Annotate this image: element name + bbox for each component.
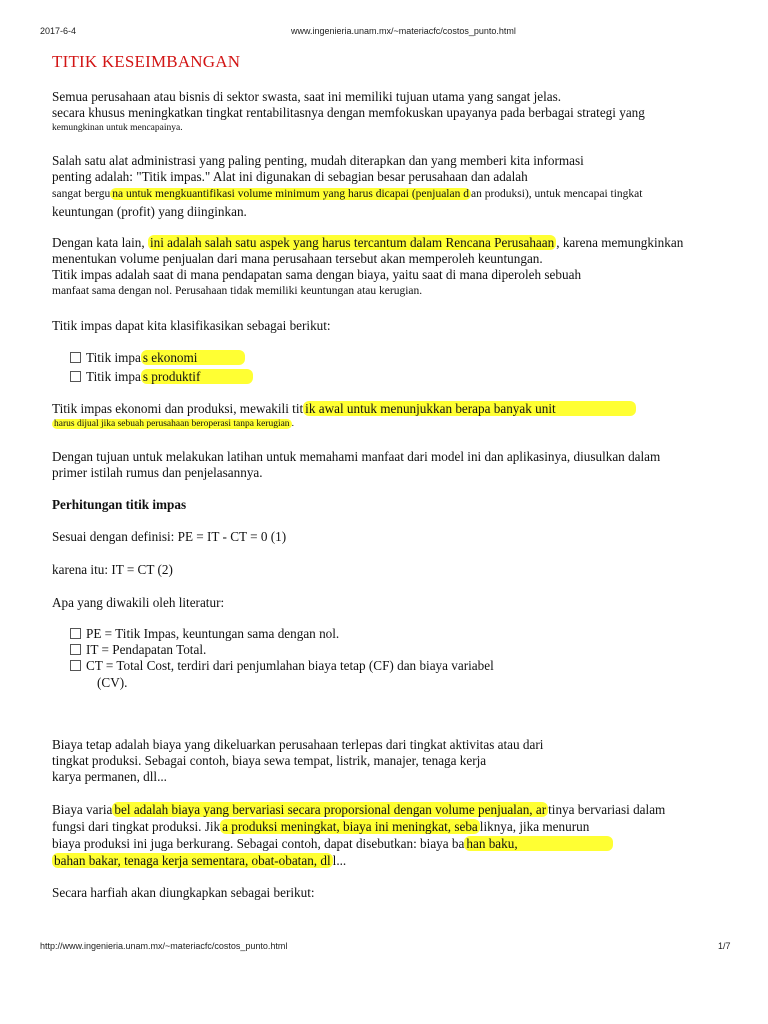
text-line — [52, 802, 665, 817]
checkbox-icon — [70, 352, 81, 363]
text-line: Salah satu alat administrasi yang paling penting, mudah diterapkan dan yang memberi kita informasi — [52, 153, 584, 168]
text-segment: fungsi dari tingkat produksi. Jik — [52, 819, 221, 834]
text-segment: Titik impa — [86, 350, 141, 365]
paragraph-literal: Secara harfiah akan diungkapkan sebagai berikut: — [52, 885, 315, 900]
text-segment: , karena memungkinkan — [556, 235, 684, 250]
text-segment: Biaya varia — [52, 802, 113, 817]
highlight: ini adalah salah satu aspek yang harus tercantum dalam Rencana Perusahaan — [149, 235, 555, 250]
text-line — [52, 836, 613, 851]
text-line: primer istilah rumus dan penjelasannya. — [52, 465, 263, 480]
print-date: 2017-6-4 — [40, 26, 77, 36]
text-segment: Titik impas ekonomi dan produksi, mewakili tit — [52, 401, 304, 416]
text-segment: IT = Pendapatan Total. — [86, 642, 207, 657]
checkbox-icon — [70, 371, 81, 382]
section-heading: Perhitungan titik impas — [52, 497, 187, 512]
text-segment: l... — [332, 853, 347, 868]
text-segment: sangat bergu — [52, 188, 111, 200]
text-line — [52, 819, 589, 834]
text-segment: Titik impa — [86, 369, 141, 384]
text-line: tingkat produksi. Sebagai contoh, biaya sewa tempat, listrik, manajer, tenaga kerja — [52, 753, 487, 768]
highlight: na untuk mengkuantifikasi volume minimum yang harus dicapai (penjualan d — [112, 188, 469, 200]
text-segment: liknya, jika menurun — [479, 819, 590, 834]
equation-2: karena itu: IT = CT (2) — [52, 562, 173, 577]
text-line: Titik impas adalah saat di mana pendapatan sama dengan biaya, yaitu saat di mana diperoleh sebuah — [52, 267, 582, 282]
checkbox-icon — [70, 644, 81, 655]
highlight: bahan bakar, tenaga kerja sementara, obat-obatan, dl — [54, 853, 331, 868]
page-number: 1/7 — [718, 941, 731, 951]
text-segment: PE = Titik Impas, keuntungan sama dengan nol. — [86, 626, 340, 641]
text-line — [52, 187, 643, 201]
highlight: a produksi meningkat, biaya ini meningkat, seba — [222, 819, 478, 834]
text-segment: . — [291, 419, 294, 429]
text-line: Biaya tetap adalah biaya yang dikeluarkan perusahaan terlepas dari tingkat aktivitas atau dari — [52, 737, 544, 752]
checkbox-icon — [70, 660, 81, 671]
paragraph-literature: Apa yang diwakili oleh literatur: — [52, 595, 225, 610]
highlight: s ekonomi — [141, 350, 246, 365]
text-line — [52, 235, 683, 250]
highlight: bel adalah biaya yang bervariasi secara proporsional dengan volume penjualan, ar — [114, 802, 547, 817]
list-item — [70, 626, 339, 641]
list-item — [70, 350, 245, 365]
highlight: han baku, — [464, 836, 612, 851]
equation-1: Sesuai dengan definisi: PE = IT - CT = 0 (1) — [52, 529, 287, 544]
footer-url: http://www.ingenieria.unam.mx/~materiacfc/costos_punto.html — [40, 941, 288, 951]
text-line: manfaat sama dengan nol. Perusahaan tidak memiliki keuntungan atau kerugian. — [52, 285, 423, 297]
text-line: secara khusus meningkatkan tingkat rentabilitasnya dengan memfokuskan upayanya pada berbagai strategi yang — [52, 105, 645, 120]
text-segment: Dengan kata lain, — [52, 235, 148, 250]
paragraph-classification: Titik impas dapat kita klasifikasikan sebagai berikut: — [52, 318, 331, 333]
text-line — [52, 418, 294, 430]
text-line: kemungkinan untuk mencapainya. — [52, 123, 183, 133]
list-item-continuation: (CV). — [97, 675, 128, 690]
text-segment: an produksi), untuk mencapai tingkat — [470, 188, 643, 200]
checkbox-icon — [70, 628, 81, 639]
list-item — [70, 642, 206, 657]
list-item — [70, 658, 494, 673]
highlight: s produktif — [141, 369, 254, 384]
highlight: ik awal untuk menunjukkan berapa banyak unit — [303, 401, 636, 416]
text-line: keuntungan (profit) yang diinginkan. — [52, 204, 247, 219]
page-title: TITIK KESEIMBANGAN — [52, 52, 241, 71]
text-line: karya permanen, dll... — [52, 769, 167, 784]
text-segment: biaya produksi ini juga berkurang. Sebagai contoh, dapat disebutkan: biaya ba — [52, 836, 465, 851]
text-line: menentukan volume penjualan dari mana perusahaan tersebut akan memperoleh keuntungan. — [52, 251, 543, 266]
text-line — [52, 853, 346, 868]
text-line: penting adalah: "Titik impas." Alat ini digunakan di sebagian besar perusahaan dan adalah — [52, 169, 528, 184]
list-item — [70, 369, 253, 384]
text-line — [52, 401, 636, 416]
highlight: harus dijual jika sebuah perusahaan beroperasi tanpa kerugian — [54, 419, 290, 429]
text-line: Dengan tujuan untuk melakukan latihan untuk memahami manfaat dari model ini dan aplikasinya, diusulkan dalam — [52, 449, 661, 464]
text-line: Semua perusahaan atau bisnis di sektor swasta, saat ini memiliki tujuan utama yang sangat jelas. — [52, 89, 562, 104]
text-segment: tinya bervariasi dalam — [548, 802, 666, 817]
text-segment: CT = Total Cost, terdiri dari penjumlahan biaya tetap (CF) dan biaya variabel — [86, 658, 494, 673]
print-url: www.ingenieria.unam.mx/~materiacfc/costos_punto.html — [291, 26, 516, 36]
